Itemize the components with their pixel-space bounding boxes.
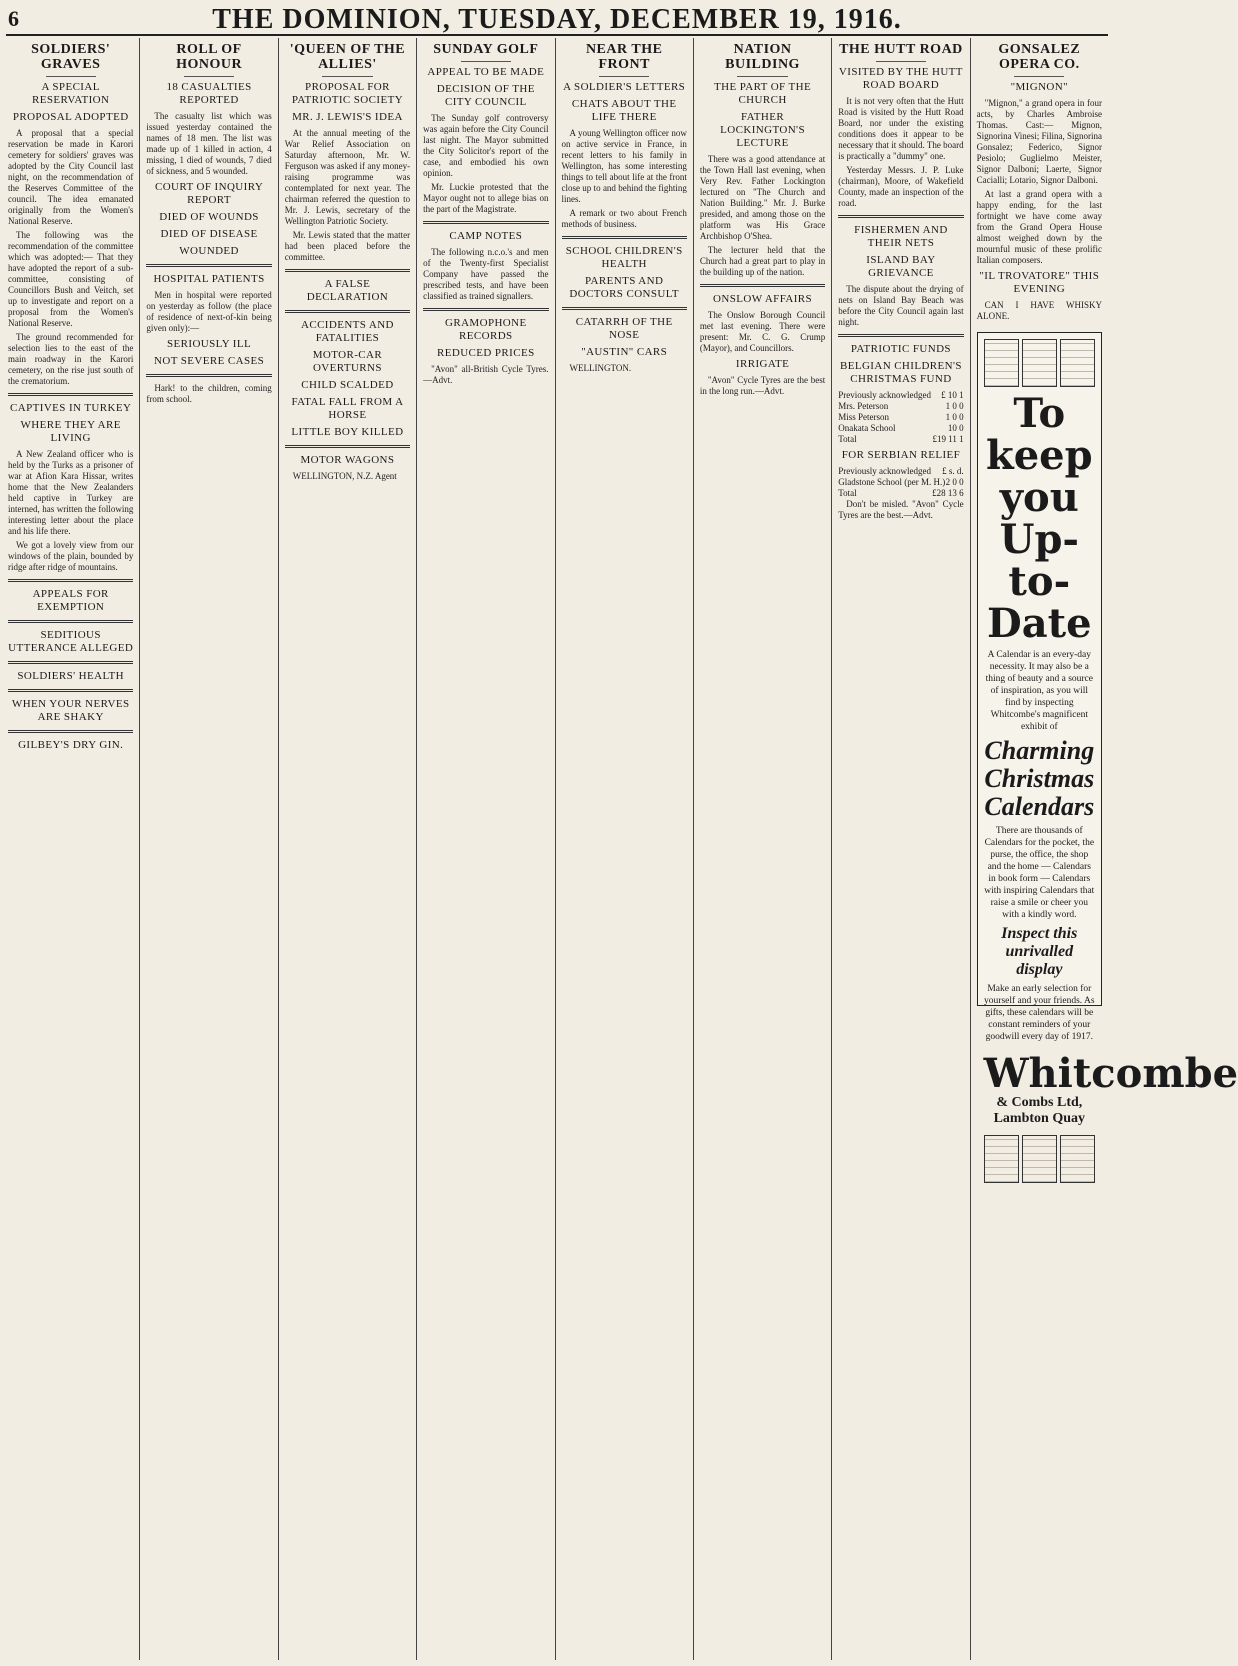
- article-paragraph: Mr. Luckie protested that the Mayor ought not to allege bias on the part of the Magistrate.: [423, 182, 549, 214]
- fund-row: Previously acknowledged £ 10 1: [838, 390, 964, 400]
- subhead: FOR SERBIAN RELIEF: [841, 449, 961, 461]
- subhead: ACCIDENTS AND FATALITIES: [300, 319, 394, 344]
- subhead: HOSPITAL PATIENTS: [153, 273, 265, 285]
- subhead: SCHOOL CHILDREN'S HEALTH: [565, 245, 683, 270]
- article-paragraph: The casualty list which was issued yesterday contained the names of 18 men. The list was made up of 1 killed in action, 4 missing, 1 died of wounds, 7 died of sickness, and 5 wounded.: [146, 111, 272, 176]
- headline-hutt-road: THE HUTT ROAD: [839, 42, 963, 57]
- fund-row: Previously acknowledged £ s. d.: [838, 466, 964, 476]
- article-paragraph: The following was the recommendation of the committee which was adopted:— That they have adopted the report of a sub-committee, consisting of Councillors Bush and Veitch, set up to investigate and report on a proposal from the Women's National Reserve.: [8, 230, 134, 328]
- article-paragraph: It is not very often that the Hutt Road is visited by the Hutt Road Board, nor under the existing conditions does it appear to be necessary that it should. The board is practically a "dummy" one.: [838, 96, 964, 161]
- subhead: MOTOR-CAR OVERTURNS: [312, 349, 383, 374]
- subhead: DECISION OF THE CITY COUNCIL: [436, 83, 535, 108]
- subhead: WOUNDED: [179, 245, 239, 257]
- ad-body: There are thousands of Calendars for the pocket, the purse, the office, the shop and the home — Calendars in book form — Calendars with inspiring Calendars that raise a smile or cheer you with a kindly word.: [984, 826, 1095, 920]
- footer-ad: Hark! to the children, coming from school.: [146, 383, 272, 404]
- column-5: [555, 38, 693, 1660]
- masthead: THE DOMINION, TUESDAY, DECEMBER 19, 1916.: [212, 4, 902, 35]
- article-paragraph: The ground recommended for selection lies to the east of the main roadway in the Karori cemetery, on the rise just south of the crematorium.: [8, 332, 134, 386]
- footer-ad: "Avon" all-British Cycle Tyres.—Advt.: [423, 364, 549, 385]
- calendar-icon: [984, 1135, 1019, 1183]
- footer-ad: WELLINGTON.: [569, 363, 632, 373]
- ad-address: & Combs Ltd, Lambton Quay: [993, 1095, 1086, 1126]
- article-paragraph: At last a grand opera with a happy ending, for the last fortnight we have come away from the Grand Opera House almost weighed down by the mournful music of these prolific Italian composers.: [976, 189, 1102, 265]
- fund-row: Gladstone School (per M. H.) 2 0 0: [838, 477, 964, 487]
- article-paragraph: Men in hospital were reported on yesterday as follow (the place of residence of next-of-kin being given only):—: [146, 290, 272, 333]
- subhead: CHATS ABOUT THE LIFE THERE: [571, 98, 677, 123]
- subhead: NOT SEVERE CASES: [154, 355, 265, 367]
- subhead: PATRIOTIC FUNDS: [850, 343, 951, 355]
- calendar-advertisement: [977, 332, 1238, 1126]
- article-paragraph: We got a lovely view from our windows of the plain, bounded by ridge after ridge of mountains.: [8, 540, 134, 572]
- subhead: A SOLDIER'S LETTERS: [563, 81, 686, 93]
- subhead: MOTOR WAGONS: [300, 454, 395, 466]
- calendar-icon: [1022, 1135, 1057, 1183]
- calendar-illustrations-bottom: [984, 1135, 1095, 1183]
- column-2: [139, 38, 277, 1660]
- article-paragraph: Mr. Lewis stated that the matter had been placed before the committee.: [284, 230, 411, 262]
- subhead: CAMP NOTES: [449, 230, 523, 242]
- calendar-icon: [1022, 339, 1057, 387]
- footer-ad: WELLINGTON, N.Z. Agent: [292, 471, 397, 481]
- article-paragraph: Yesterday Messrs. J. P. Luke (chairman), Moore, of Wakefield County, made an inspection of the road.: [838, 165, 964, 208]
- subhead: BELGIAN CHILDREN'S CHRISTMAS FUND: [839, 360, 962, 385]
- article-paragraph: At the annual meeting of the War Relief Association on Saturday afternoon, Mr. W. Ferguson was asked if any money-raising programme was contemplated for next year. The chairman referred the question to Mr. J. Lewis, secretary of the Wellington Patriotic Society.: [284, 128, 411, 226]
- subhead: ISLAND BAY GRIEVANCE: [866, 254, 936, 279]
- ad-body: Make an early selection for yourself and your friends. As gifts, these calendars will be constant reminders of your goodwill every day of 1917.: [984, 984, 1095, 1042]
- subhead: "MIGNON": [1010, 81, 1069, 93]
- subhead: "AUSTIN" CARS: [581, 346, 668, 358]
- subhead: WHEN YOUR NERVES ARE SHAKY: [11, 698, 130, 723]
- fund-row: Onakata School 10 0: [838, 423, 964, 433]
- subhead: THE PART OF THE CHURCH: [713, 81, 812, 106]
- subhead: MR. J. LEWIS'S IDEA: [292, 111, 403, 123]
- subhead: DIED OF DISEASE: [160, 228, 258, 240]
- fund-row: Total £19 11 1: [838, 434, 964, 444]
- footer-ad: "Avon" Cycle Tyres are the best in the long run.—Advt.: [699, 375, 826, 396]
- article-paragraph: The Onslow Borough Council met last evening. There were present: Mr. C. G. Crump (Mayor), and Councillors.: [699, 310, 826, 353]
- subhead: SERIOUSLY ILL: [167, 338, 252, 350]
- column-7: [831, 38, 969, 1660]
- page-number: 6: [8, 6, 19, 31]
- headline-near-the-front: NEAR THE FRONT: [585, 42, 663, 72]
- article-paragraph: A proposal that a special reservation be made in Karori cemetery for soldiers' graves was adopted by the City Council last night, on the recommendation of the Reserves Committee of the council. The idea emanated originally from the Women's National Reserve.: [8, 128, 134, 226]
- footer-ad: CAN I HAVE WHISKY ALONE.: [976, 300, 1102, 321]
- ad-body: A Calendar is an every-day necessity. It may also be a thing of beauty and a source of inspiration, as you will find by inspecting Whitcombe's magnificent exhibit of: [985, 650, 1093, 732]
- article-paragraph: The Sunday golf controversy was again before the City Council last night. The Mayor submitted the City Solicitor's report of the case, and embodied his own opinion.: [423, 113, 549, 178]
- ad-brand: Whitcombe: [983, 1050, 1238, 1097]
- column-8: [970, 38, 1238, 1660]
- subhead: FISHERMEN AND THEIR NETS: [854, 224, 948, 249]
- subhead: FATHER LOCKINGTON'S LECTURE: [720, 111, 805, 149]
- column-6: [693, 38, 831, 1660]
- calendar-illustrations: [984, 339, 1095, 387]
- headline-nation-building: NATION BUILDING: [725, 42, 800, 72]
- subhead: GRAMOPHONE RECORDS: [445, 317, 527, 342]
- subhead: LITTLE BOY KILLED: [291, 426, 404, 438]
- subhead: SOLDIERS' HEALTH: [17, 670, 125, 682]
- calendar-icon: [984, 339, 1019, 387]
- subhead: REDUCED PRICES: [437, 347, 535, 359]
- newspaper-columns: [6, 38, 1238, 1660]
- subhead: SEDITIOUS UTTERANCE ALLEGED: [8, 629, 134, 654]
- column-1: [6, 38, 139, 1660]
- headline-sunday-golf: SUNDAY GOLF: [433, 42, 539, 57]
- calendar-icon: [1060, 339, 1095, 387]
- subhead: DIED OF WOUNDS: [159, 211, 259, 223]
- article-paragraph: A remark or two about French methods of business.: [561, 208, 687, 229]
- subhead: APPEALS FOR EXEMPTION: [32, 588, 109, 613]
- subhead: A SPECIAL RESERVATION: [32, 81, 110, 106]
- subhead: COURT OF INQUIRY REPORT: [154, 181, 264, 206]
- headline-soldiers-graves: SOLDIERS' GRAVES: [31, 42, 111, 72]
- article-paragraph: The lecturer held that the Church had a great part to play in the building up of the nation.: [699, 245, 826, 277]
- subhead: VISITED BY THE HUTT ROAD BOARD: [838, 66, 963, 91]
- article-paragraph: A young Wellington officer now on active service in France, in recent letters to his family in Wellington, has some interesting things to tell about life at the front close up to and behind the fighting lines.: [561, 128, 687, 204]
- column-3: [278, 38, 416, 1660]
- subhead: CAPTIVES IN TURKEY: [10, 402, 132, 414]
- column-4: [416, 38, 554, 1660]
- subhead: APPEAL TO BE MADE: [427, 66, 545, 78]
- top-rule: [6, 34, 1108, 36]
- subhead: PROPOSAL ADOPTED: [12, 111, 129, 123]
- subhead: WHERE THEY ARE LIVING: [20, 419, 121, 444]
- subhead: CATARRH OF THE NOSE: [575, 316, 673, 341]
- calendar-icon: [1060, 1135, 1095, 1183]
- ad-cta: Inspect this unrivalled display: [1001, 925, 1078, 978]
- subhead: "IL TROVATORE" THIS EVENING: [979, 270, 1100, 295]
- article-paragraph: A New Zealand officer who is held by the Turks as a prisoner of war at Afion Kara Hissar, writes home that the New Zealanders held captive in Turkey are interned, has written the following interesting letter about the place and his life there.: [8, 449, 134, 536]
- article-paragraph: The following n.c.o.'s and men of the Twenty-first Specialist Company have passed the prescribed tests, and have been classified as trained signallers.: [423, 247, 549, 301]
- subhead: PARENTS AND DOCTORS CONSULT: [569, 275, 679, 300]
- subhead: FATAL FALL FROM A HORSE: [291, 396, 404, 421]
- subhead: PROPOSAL FOR PATRIOTIC SOCIETY: [291, 81, 404, 106]
- ad-headline: To keep you Up-to-Date: [986, 390, 1093, 647]
- article-paragraph: There was a good attendance at the Town Hall last evening, when Very Rev. Father Lockington lectured on "The Church and Nation Building." Mr. J. Burke presided, and among those on the platform was His Grace Archbishop O'Shea.: [699, 154, 826, 241]
- headline-queen-of-allies: 'QUEEN OF THE ALLIES': [289, 42, 406, 72]
- headline-gonsalez-opera: GONSALEZ OPERA CO.: [998, 42, 1081, 72]
- fund-row: Total £28 13 6: [838, 488, 964, 498]
- footer-ad: Don't be misled. "Avon" Cycle Tyres are the best.—Advt.: [838, 499, 964, 520]
- ad-subheadline: Charming Christmas Calendars: [984, 736, 1095, 821]
- subhead: CHILD SCALDED: [301, 379, 394, 391]
- headline-roll-of-honour: ROLL OF HONOUR: [176, 42, 243, 72]
- article-paragraph: The dispute about the drying of nets on Island Bay Beach was before the City Council again last night.: [838, 284, 964, 327]
- footer-ad: GILBEY'S DRY GIN.: [18, 739, 124, 751]
- fund-row: Miss Peterson 1 0 0: [838, 412, 964, 422]
- article-paragraph: "Mignon," a grand opera in four acts, by Charles Ambroise Thomas. Cast:— Mignon, Signorina Vinesi; Filina, Signorina Gonsalez; Federico, Signor Pesiolo; Guglielmo Meister, Signor Dalboni; Laerte, Signor Cacialli; Lotario, Signor Dalboni.: [976, 98, 1102, 185]
- subhead: ONSLOW AFFAIRS: [713, 293, 813, 305]
- subhead: 18 CASUALTIES REPORTED: [166, 81, 252, 106]
- subhead: A FALSE DECLARATION: [306, 278, 389, 303]
- fund-row: Mrs. Peterson 1 0 0: [838, 401, 964, 411]
- subhead: IRRIGATE: [735, 358, 790, 370]
